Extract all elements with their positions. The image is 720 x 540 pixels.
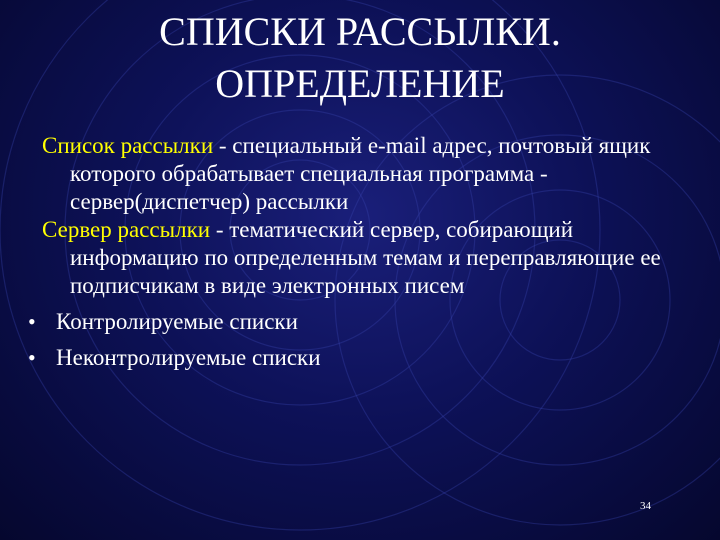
bullet-text: Неконтролируемые списки: [56, 345, 321, 370]
bullet-icon: •: [28, 309, 36, 334]
bullet-text: Контролируемые списки: [56, 309, 298, 334]
slide-content: [28, 132, 682, 376]
definition-mailing-list: [42, 132, 682, 216]
bullet-item: [28, 340, 682, 376]
bullet-item: [28, 304, 682, 340]
title-line-1: СПИСКИ РАССЫЛКИ.: [159, 9, 561, 54]
slide-title: [0, 6, 720, 110]
definition-mailing-server: [42, 216, 682, 300]
bullet-list: [28, 304, 682, 376]
definition-term: Сервер рассылки: [42, 217, 211, 242]
bullet-icon: •: [28, 345, 36, 370]
definition-term: Список рассылки: [42, 133, 214, 158]
page-number: 34: [640, 500, 651, 512]
title-line-2: ОПРЕДЕЛЕНИЕ: [215, 61, 505, 106]
definition-text: - тематический сервер, собирающий информацию по определенным темам и переправляющие ее подписчикам в виде электронных писем: [70, 217, 661, 298]
definition-text: - специальный e-mail адрес, почтовый ящик которого обрабатывает специальная программа - сервер(диспетчер) рассылки: [70, 133, 651, 214]
